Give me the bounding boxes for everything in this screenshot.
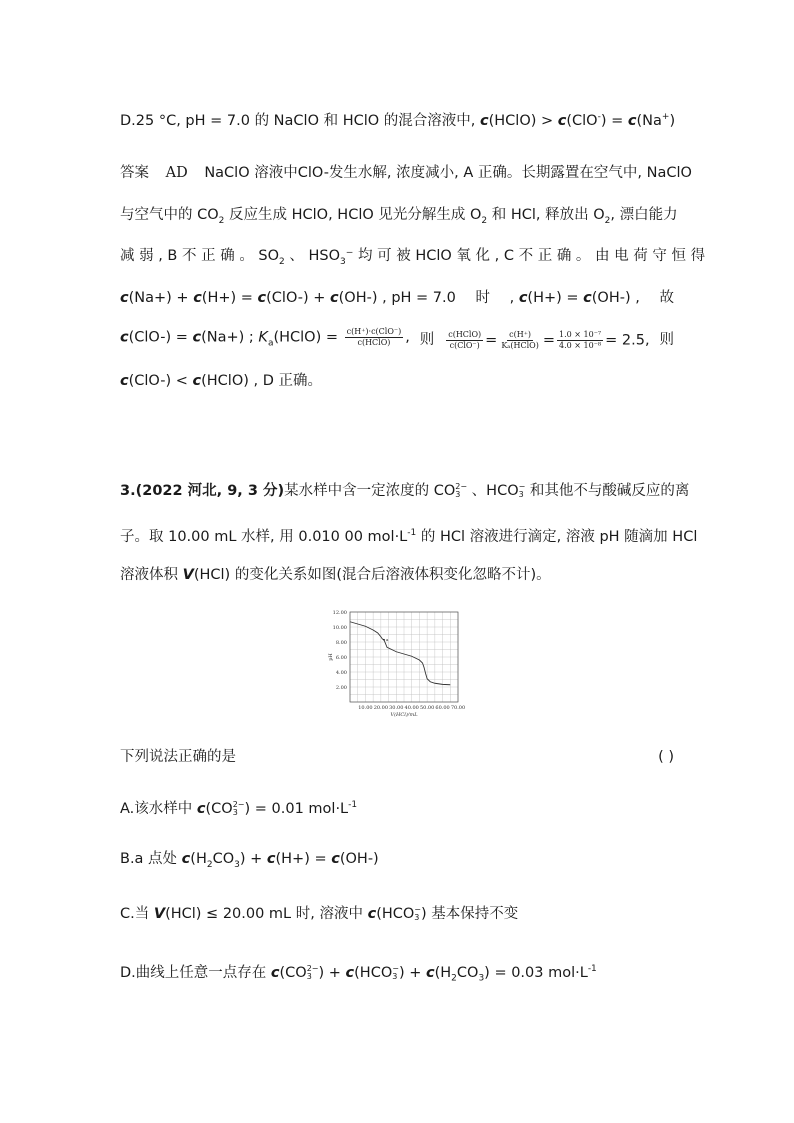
titration-chart [320, 604, 480, 722]
option-d: D.曲线上任意一点存在 c(CO 2− 3 ) + c(HCO − 3 ) + $c(H_2CO_3) = 0.03$ $mol\cdot L^{-1}$ [120, 963, 597, 984]
x-tick-label: 30.00 [389, 705, 404, 711]
q3-prompt: 下列说法正确的是 ( ) [120, 749, 674, 765]
x-tick-label: 20.00 [373, 705, 389, 711]
x-tick-label: 50.00 [419, 705, 435, 711]
y-axis-label: pH [328, 653, 334, 661]
fraction-h-over-ka: $\frac{c(H^+)}{\text{Kₐ(HClO)}}$ [501, 329, 539, 350]
q3-number: 3. [120, 483, 136, 499]
answer-line-4: c(Na+) + c(H+) = c(ClO-) + c(OH-) , pH = 7.0 时 , c(H+) = c(OH-) , 故 [120, 290, 674, 306]
prev-option-d: D.25 °C, pH = 7.0 的 NaClO 和 HClO 的混合溶液中, c(HClO) > c(ClO-) = c(Na+) [120, 112, 676, 129]
y-tick-label: 6.00 [335, 655, 347, 661]
answer-line-3: 减 弱 , B 不 正 确 。 $SO_2$ 、 $HSO_3^-$ 均 可 被 HClO 氧 化 , C 不 正 确 。 由 电 荷 守 恒 得 [120, 248, 706, 267]
x-tick-label: 70.00 [450, 705, 466, 711]
x-tick-label: 10.00 [358, 705, 373, 711]
q3-line-1: 3.(2022 河北, 9, 3 分)某水样中含一定浓度的 CO 2− 3 、HCO − 3 和其他不与酸碱反应的离 [120, 482, 690, 499]
point-a-label: a [385, 636, 389, 642]
answer-line-5: c(ClO-) = c(Na+) ; $K_a(HClO)$ = $\frac{\text{c(H⁺)·c(ClO⁻)}}{\text{c(HClO)}}$ , 则 $\frac{\text{c(HClO)}}{\text{c(ClO⁻)}}$ = $\frac{c(H^+)}{\text{Kₐ(HClO)}}$ = $\frac{\text{1.0 × 10⁻⁷}}{\text{4.0 × 10⁻⁸}}$ = 2.5, 则 [120, 327, 674, 350]
point-a-marker [383, 639, 385, 641]
y-tick-label: 12.00 [332, 610, 347, 616]
q3-line-3: 溶液体积 V(HCl) 的变化关系如图(混合后溶液体积变化忽略不计)。 [120, 567, 551, 583]
y-tick-label: 10.00 [332, 625, 347, 631]
option-c: C.当 V(HCl) ≤ 20.00 mL 时, 溶液中 c(HCO − 3 ) 基本保持不变 [120, 905, 519, 922]
y-tick-label: 2.00 [335, 685, 347, 691]
q3-source: (2022 河北, 9, 3 分) [135, 483, 285, 499]
answer-key: AD [165, 165, 188, 181]
x-tick-label: 40.00 [404, 705, 419, 711]
x-tick-label: 60.00 [435, 705, 450, 711]
answer-label: 答案 [120, 165, 149, 181]
titration-curve [350, 622, 450, 685]
answer-blank: ( ) [658, 749, 674, 765]
option-b: B.a 点处 $c(H_2CO_3) + c(H+) = c(OH-)$ [120, 851, 379, 870]
x-axis-label: V(HCl)/mL [390, 712, 418, 718]
fraction-ka: $\frac{\text{c(H⁺)·c(ClO⁻)}}{\text{c(HClO)}}$ [346, 327, 402, 348]
answer-line-6: c(ClO-) < c(HClO) , D 正确。 [120, 373, 322, 389]
answer-line-2: 与空气中的 $CO_2$ 反应生成 HClO, HClO 见光分解生成 $O_2$ 和 HCl, 释放出 $O_2$, 漂白能力 [120, 207, 678, 226]
y-tick-label: 4.00 [335, 670, 347, 676]
fraction-values: $\frac{\text{1.0 × 10⁻⁷}}{\text{4.0 × 10⁻⁸}}$ [559, 329, 602, 350]
fraction-ratio: $\frac{\text{c(HClO)}}{\text{c(ClO⁻)}}$ [448, 329, 482, 350]
option-a: A.该水样中 c(CO 2− 3 ) = 0.01 $mol\cdot L^{-1}$ [120, 799, 358, 817]
answer-line-1: 答案 AD NaClO 溶液中ClO-发生水解, 浓度减小, A 正确。长期露置在空气中, NaClO [120, 165, 692, 181]
y-tick-label: 8.00 [335, 640, 347, 646]
q3-line-2: 子。取 10.00 mL 水样, 用 0.010 00 $mol\cdot L^{-1}$ 的 HCl 溶液进行滴定, 溶液 pH 随滴加 HCl [120, 528, 698, 545]
